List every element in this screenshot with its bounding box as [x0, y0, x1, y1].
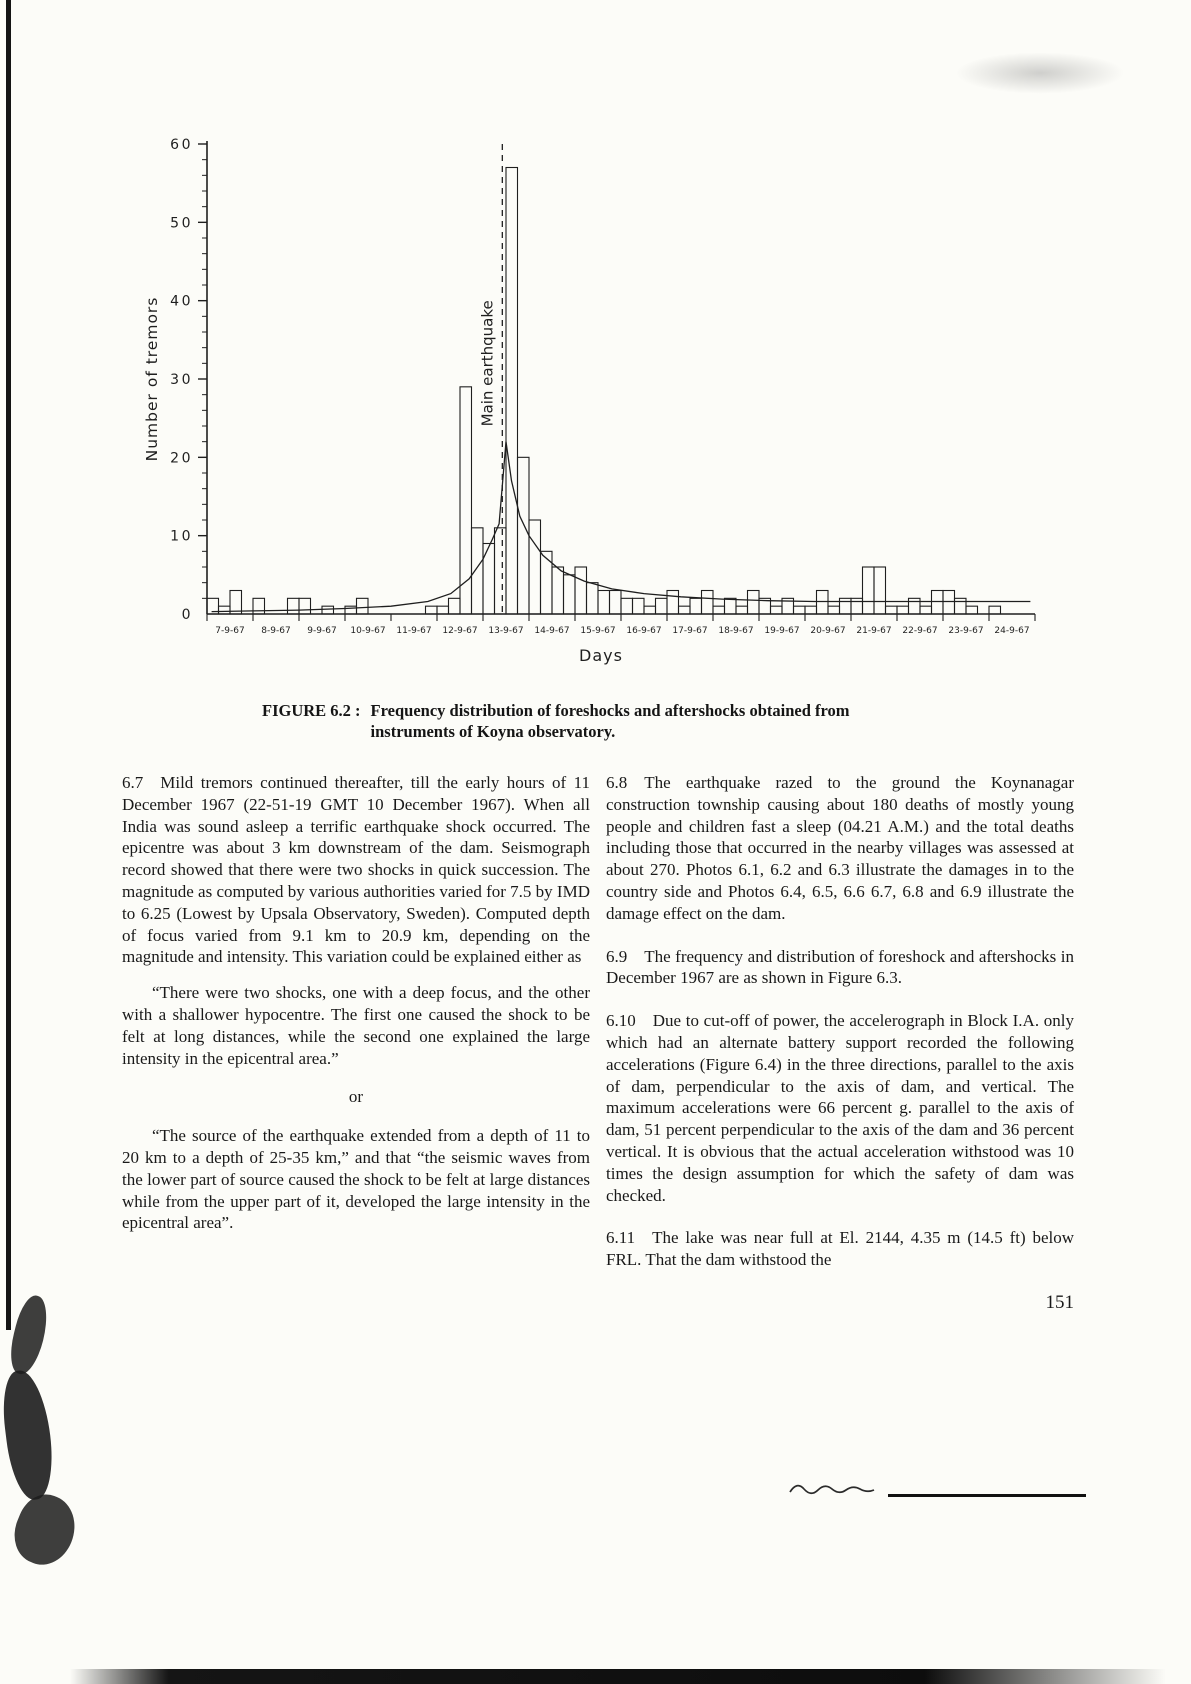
- svg-text:12-9-67: 12-9-67: [442, 626, 478, 636]
- svg-text:21-9-67: 21-9-67: [856, 626, 892, 636]
- paragraph-6-7: 6.7 Mild tremors continued thereafter, till the early hours of 11 December 1967 (22-51-19 GMT 10 December 1967). When all India was sound asleep a terrific earthquake shock occurred. The epicentre was about 3 km downstream of the dam. Seismograph record showed that there were two shocks in quick succession. The magnitude as computed by various authorities varied for 7.5 by IMD to 6.25 (Lowest by Upsala Observatory, Sweden). Computed depth of focus varied from 9.1 km to 20.9 km, depending on the magnitude and intensity. This variation could be explained either as: [122, 773, 590, 967]
- quote-two-shocks: “There were two shocks, one with a deep focus, and the other with a shallower hypocentre. The first one caused the shock to be felt at long distances, while the second one explained the large intensity in the epicentral area.”: [122, 983, 590, 1068]
- svg-text:18-9-67: 18-9-67: [718, 626, 754, 636]
- svg-text:24-9-67: 24-9-67: [994, 626, 1030, 636]
- svg-text:16-9-67: 16-9-67: [626, 626, 662, 636]
- svg-text:14-9-67: 14-9-67: [534, 626, 570, 636]
- svg-text:60: 60: [170, 137, 193, 153]
- paragraph-6-8: 6.8 The earthquake razed to the ground the Koynanagar construction township causing about 180 deaths of mostly young people and children fast a sleep (04.21 A.M.) and the total deaths including those that occurred in the nearby villages was assessed at about 270. Photos 6.1, 6.2 and 6.3 illustrate the damages in to the country side and Photos 6.4, 6.5, 6.6 6.7, 6.8 and 6.9 illustrate the damage effect on the dam.: [606, 773, 1074, 923]
- svg-text:Main earthquake: Main earthquake: [478, 300, 497, 427]
- paragraph-6-9: 6.9 The frequency and distribution of foreshock and aftershocks in December 1967 are as shown in Figure 6.3.: [606, 946, 1074, 988]
- figure-caption-text: Frequency distribution of foreshocks and aftershocks obtained from instruments of Koyna observatory.: [370, 701, 850, 741]
- svg-text:8-9-67: 8-9-67: [261, 626, 291, 636]
- svg-text:20-9-67: 20-9-67: [810, 626, 846, 636]
- svg-text:11-9-67: 11-9-67: [396, 626, 432, 636]
- svg-text:40: 40: [170, 293, 193, 310]
- separator-or: or: [348, 1087, 364, 1107]
- svg-text:50: 50: [170, 215, 193, 232]
- scan-artifact-left-edge: [6, 0, 11, 1330]
- svg-text:23-9-67: 23-9-67: [948, 626, 984, 636]
- tremor-frequency-chart: [135, 128, 1043, 691]
- svg-text:0: 0: [181, 607, 193, 623]
- svg-text:Number of tremors: Number of tremors: [143, 296, 161, 462]
- svg-text:20: 20: [170, 450, 193, 467]
- svg-text:19-9-67: 19-9-67: [764, 626, 800, 636]
- scan-artifact-bottom-band: [70, 1669, 1166, 1684]
- figure-caption-label: FIGURE 6.2 :: [262, 701, 361, 720]
- svg-text:13-9-67: 13-9-67: [488, 626, 524, 636]
- scan-artifact-blotch: [0, 1368, 58, 1502]
- scan-artifact-blotch: [5, 1293, 53, 1378]
- quote-source-depth: “The source of the earthquake extended from a depth of 11 to 20 km to a depth of 25-35 km,” and that “the seismic waves from the lower part of source caused the shock to be felt at large distances while from the upper part of it, developed the large intensity in the epicentral area”.: [122, 1126, 590, 1233]
- svg-text:17-9-67: 17-9-67: [672, 626, 708, 636]
- page-number: 151: [1045, 1291, 1074, 1313]
- scan-artifact-underline: [888, 1494, 1086, 1497]
- svg-text:9-9-67: 9-9-67: [307, 626, 337, 636]
- scan-artifact-squiggle: [788, 1476, 884, 1502]
- svg-text:30: 30: [170, 372, 193, 388]
- scan-artifact-blotch: [5, 1487, 85, 1574]
- svg-text:22-9-67: 22-9-67: [902, 626, 938, 636]
- paragraph-6-11: 6.11 The lake was near full at El. 2144, 4.35 m (14.5 ft) below FRL. That the dam withstood the: [606, 1228, 1074, 1270]
- figure-6-2: [135, 128, 1043, 696]
- paragraph-6-10: 6.10 Due to cut-off of power, the accelerograph in Block I.A. only which had an alternate battery support recorded the following accelerations (Figure 6.4) in the three directions, parallel to the axis of dam, perpendicular to the axis of dam, and vertical. The maximum accelerations were 66 percent g. parallel to the axis of dam, 51 percent perpendicular to the axis of the dam and 36 percent vertical. It is obvious that the actual acceleration withstood was 10 times the design assumption for which the safety of dam was checked.: [606, 1011, 1074, 1205]
- svg-text:10: 10: [170, 528, 193, 545]
- figure-caption: [262, 700, 952, 742]
- scan-artifact-smudge: [955, 52, 1125, 94]
- svg-text:Days: Days: [579, 646, 623, 665]
- text-column-right: [606, 772, 1074, 1314]
- text-column-left: [122, 772, 590, 1248]
- svg-text:15-9-67: 15-9-67: [580, 626, 616, 636]
- svg-text:10-9-67: 10-9-67: [350, 626, 386, 636]
- svg-text:7-9-67: 7-9-67: [215, 626, 245, 636]
